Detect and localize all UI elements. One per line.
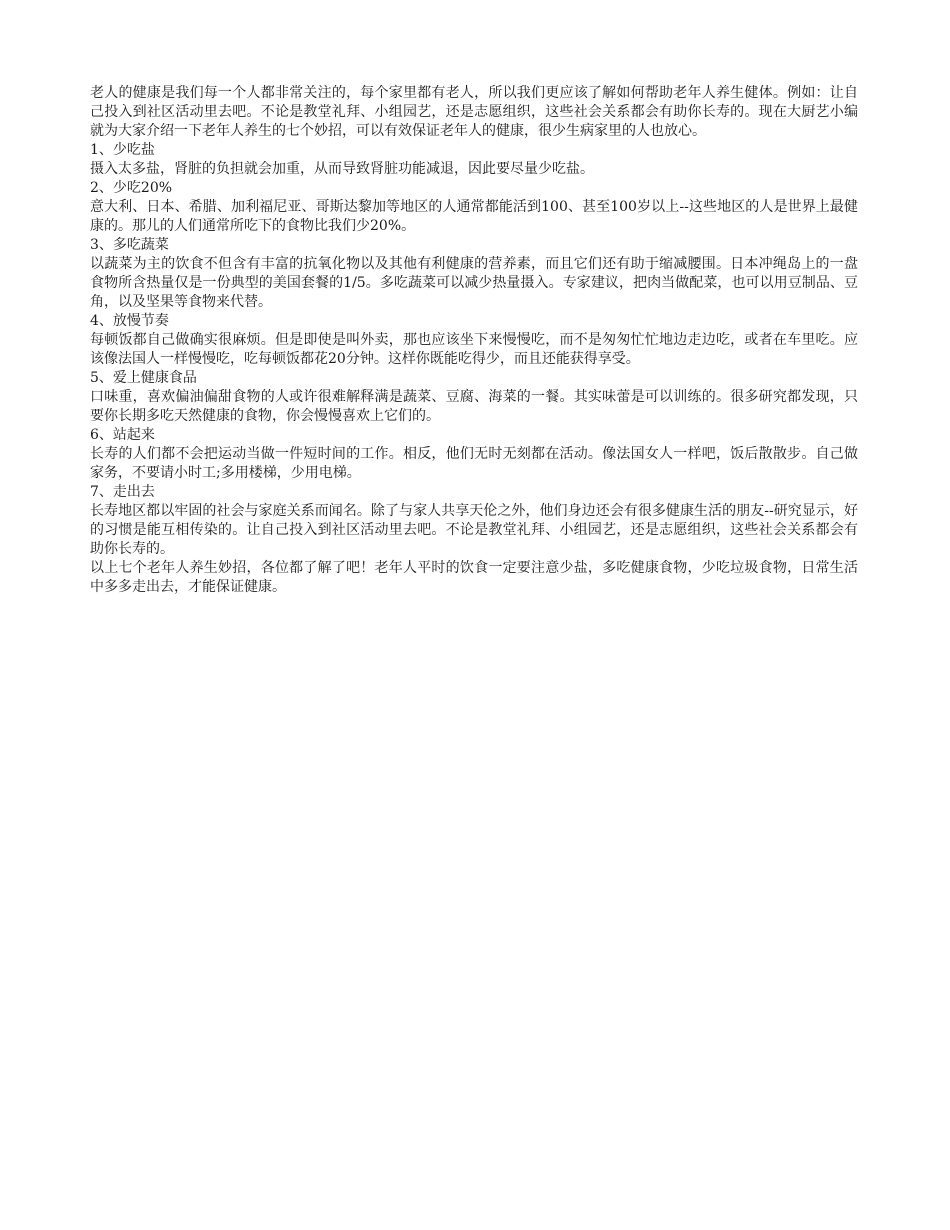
section-body-2: 意大利、日本、希腊、加利福尼亚、哥斯达黎加等地区的人通常都能活到100、甚至100岁以上--这些地区的人是世界上最健康的。那儿的人们通常所吃下的食物比我们少20%。 — [90, 199, 858, 234]
section-heading-3: 3、多吃蔬菜 — [90, 237, 169, 253]
section-body-7: 长寿地区都以牢固的社会与家庭关系而闻名。除了与家人共享天伦之外，他们身边还会有很多健康生活的朋友--研究显示，好的习惯是能互相传染的。让自己投入到社区活动里去吧。不论是教堂礼拜、小组园艺，还是志愿组织，这些社会关系都会有助你长寿的。 — [90, 503, 858, 557]
section-body-6: 长寿的人们都不会把运动当做一件短时间的工作。相反，他们无时无刻都在活动。像法国女人一样吧，饭后散散步。自己做家务，不要请小时工;多用楼梯，少用电梯。 — [90, 446, 858, 481]
section-body-4: 每顿饭都自己做确实很麻烦。但是即使是叫外卖，那也应该坐下来慢慢吃，而不是匆匆忙忙地边走边吃，或者在车里吃。应该像法国人一样慢慢吃，吃每顿饭都花20分钟。这样你既能吃得少，而且还能获得享受。 — [90, 332, 858, 367]
conclusion-paragraph: 以上七个老年人养生妙招，各位都了解了吧！老年人平时的饮食一定要注意少盐，多吃健康食物，少吃垃圾食物，日常生活中多多走出去，才能保证健康。 — [90, 560, 858, 595]
section-heading-2: 2、少吃20% — [90, 180, 173, 196]
section-body-1: 摄入太多盐，肾脏的负担就会加重，从而导致肾脏功能减退，因此要尽量少吃盐。 — [90, 161, 594, 177]
section-heading-5: 5、爱上健康食品 — [90, 370, 197, 386]
section-body-3: 以蔬菜为主的饮食不但含有丰富的抗氧化物以及其他有利健康的营养素，而且它们还有助于缩减腰围。日本冲绳岛上的一盘食物所含热量仅是一份典型的美国套餐的1/5。多吃蔬菜可以减少热量摄入。专家建议，把肉当做配菜，也可以用豆制品、豆角，以及坚果等食物来代替。 — [90, 256, 858, 310]
document-page — [90, 84, 858, 597]
section-heading-4: 4、放慢节奏 — [90, 313, 169, 329]
section-body-5: 口味重，喜欢偏油偏甜食物的人或许很难解释满是蔬菜、豆腐、海菜的一餐。其实味蕾是可以训练的。很多研究都发现，只要你长期多吃天然健康的食物，你会慢慢喜欢上它们的。 — [90, 389, 858, 424]
section-heading-6: 6、站起来 — [90, 427, 155, 443]
intro-paragraph: 老人的健康是我们每一个人都非常关注的，每个家里都有老人，所以我们更应该了解如何帮助老年人养生健体。例如：让自己投入到社区活动里去吧。不论是教堂礼拜、小组园艺，还是志愿组织，这些社会关系都会有助你长寿的。现在大厨艺小编就为大家介绍一下老年人养生的七个妙招，可以有效保证老年人的健康，很少生病家里的人也放心。 — [90, 85, 858, 139]
section-heading-1: 1、少吃盐 — [90, 142, 155, 158]
section-heading-7: 7、走出去 — [90, 484, 155, 500]
